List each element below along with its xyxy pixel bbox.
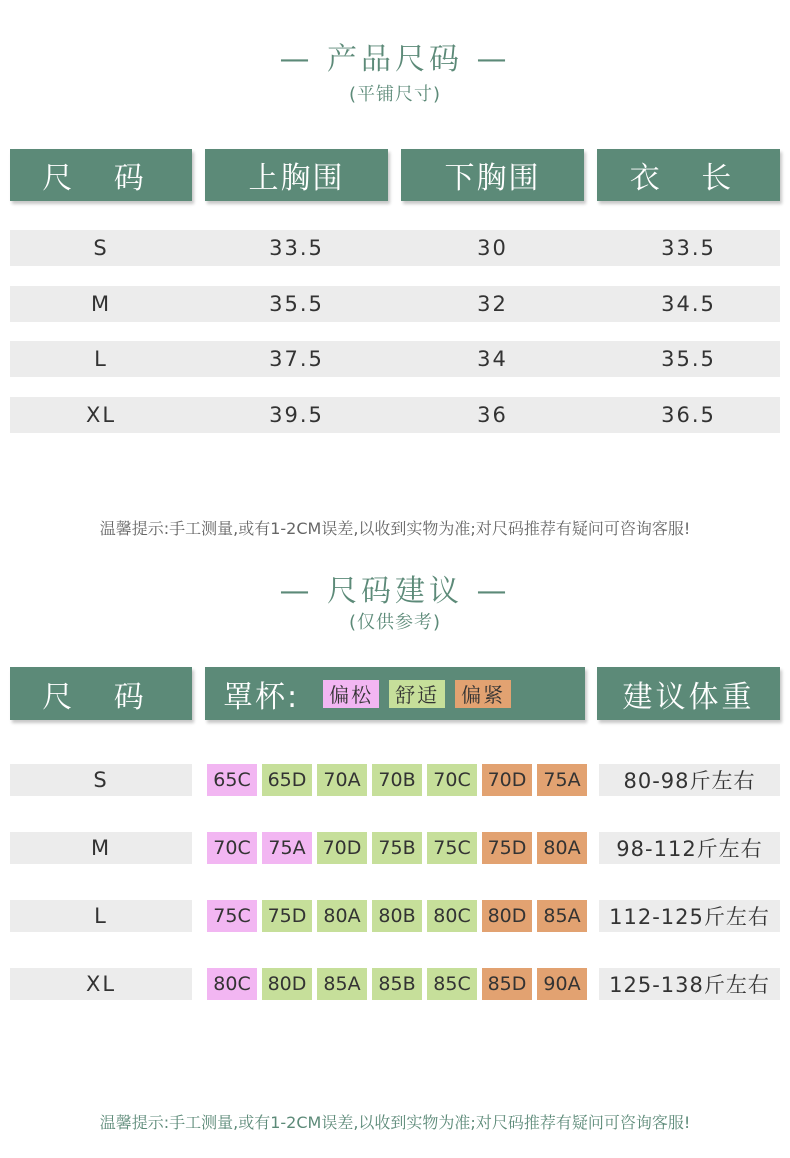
- measurement-note-bottom: 温馨提示:手工测量,或有1-2CM误差,以收到实物为准;对尺码推荐有疑问可咨询客服!: [99, 1113, 691, 1132]
- badge-loose: 偏松: [323, 680, 379, 708]
- cup-cell-tight: 75A: [537, 764, 587, 796]
- advice-header-cup: [205, 667, 585, 720]
- cup-cell-loose: 75C: [207, 900, 257, 932]
- advice-size-cell: M: [10, 832, 192, 864]
- badge-tight: 偏紧: [455, 680, 511, 708]
- cup-cell-loose: 75A: [262, 832, 312, 864]
- cup-cell-comfort: 80C: [427, 900, 477, 932]
- cup-cell-comfort: 80D: [262, 968, 312, 1000]
- cup-cell-comfort: 75B: [372, 832, 422, 864]
- cup-cell-loose: 70C: [207, 832, 257, 864]
- header-upper-bust: 上胸围: [205, 149, 388, 201]
- header-size: 尺 码: [10, 149, 192, 201]
- cup-cell-tight: 85A: [537, 900, 587, 932]
- measure-cell: 36.5: [661, 403, 716, 427]
- weight-cell: 80-98斤左右: [599, 764, 780, 796]
- weight-cell: 112-125斤左右: [599, 900, 780, 932]
- weight-cell: 98-112斤左右: [599, 832, 780, 864]
- cup-cell-comfort: 65D: [262, 764, 312, 796]
- measurement-note: 温馨提示:手工测量,或有1-2CM误差,以收到实物为准;对尺码推荐有疑问可咨询客服!: [99, 519, 691, 538]
- measure-cell: 37.5: [269, 347, 324, 371]
- cup-cell-tight: 70D: [482, 764, 532, 796]
- advice-size-cell: L: [10, 900, 192, 932]
- cup-cell-comfort: 75C: [427, 832, 477, 864]
- cup-cell-comfort: 85C: [427, 968, 477, 1000]
- cup-cell-comfort: 70A: [317, 764, 367, 796]
- cup-cell-loose: 80C: [207, 968, 257, 1000]
- cup-label: 罩杯:: [223, 679, 300, 715]
- cup-cell-comfort: 80B: [372, 900, 422, 932]
- header-length: 衣 长: [597, 149, 780, 201]
- header-under-bust: 下胸围: [401, 149, 584, 201]
- size-section-title: — 产品尺码 —: [279, 42, 511, 77]
- advice-header-weight: 建议体重: [597, 667, 780, 720]
- cup-cell-tight: 90A: [537, 968, 587, 1000]
- measure-cell: 33.5: [269, 236, 324, 260]
- measure-cell: 34.5: [661, 292, 716, 316]
- measure-cell: 39.5: [269, 403, 324, 427]
- measure-cell: 34: [477, 347, 508, 371]
- cup-cell-tight: 75D: [482, 832, 532, 864]
- advice-size-cell: S: [10, 764, 192, 796]
- measure-cell: 30: [477, 236, 508, 260]
- weight-cell: 125-138斤左右: [599, 968, 780, 1000]
- size-cell: M: [90, 292, 112, 316]
- advice-section-title: — 尺码建议 —: [279, 574, 511, 609]
- measure-cell: 35.5: [661, 347, 716, 371]
- measure-cell: 32: [477, 292, 508, 316]
- size-cell: L: [94, 347, 108, 371]
- cup-cell-comfort: 85A: [317, 968, 367, 1000]
- advice-header-size: 尺 码: [10, 667, 192, 720]
- badge-comfort: 舒适: [389, 680, 445, 708]
- cup-cell-loose: 65C: [207, 764, 257, 796]
- cup-cell-comfort: 70C: [427, 764, 477, 796]
- cup-cell-comfort: 70B: [372, 764, 422, 796]
- measure-cell: 33.5: [661, 236, 716, 260]
- advice-size-cell: XL: [10, 968, 192, 1000]
- size-cell: S: [93, 236, 109, 260]
- cup-cell-comfort: 85B: [372, 968, 422, 1000]
- size-cell: XL: [85, 403, 117, 427]
- measure-cell: 35.5: [269, 292, 324, 316]
- cup-cell-comfort: 80A: [317, 900, 367, 932]
- cup-cell-tight: 80A: [537, 832, 587, 864]
- measure-cell: 36: [477, 403, 508, 427]
- cup-cell-tight: 80D: [482, 900, 532, 932]
- advice-section-subtitle: (仅供参考): [348, 612, 442, 633]
- size-section-subtitle: (平铺尺寸): [348, 84, 442, 105]
- cup-cell-comfort: 75D: [262, 900, 312, 932]
- cup-cell-comfort: 70D: [317, 832, 367, 864]
- cup-cell-tight: 85D: [482, 968, 532, 1000]
